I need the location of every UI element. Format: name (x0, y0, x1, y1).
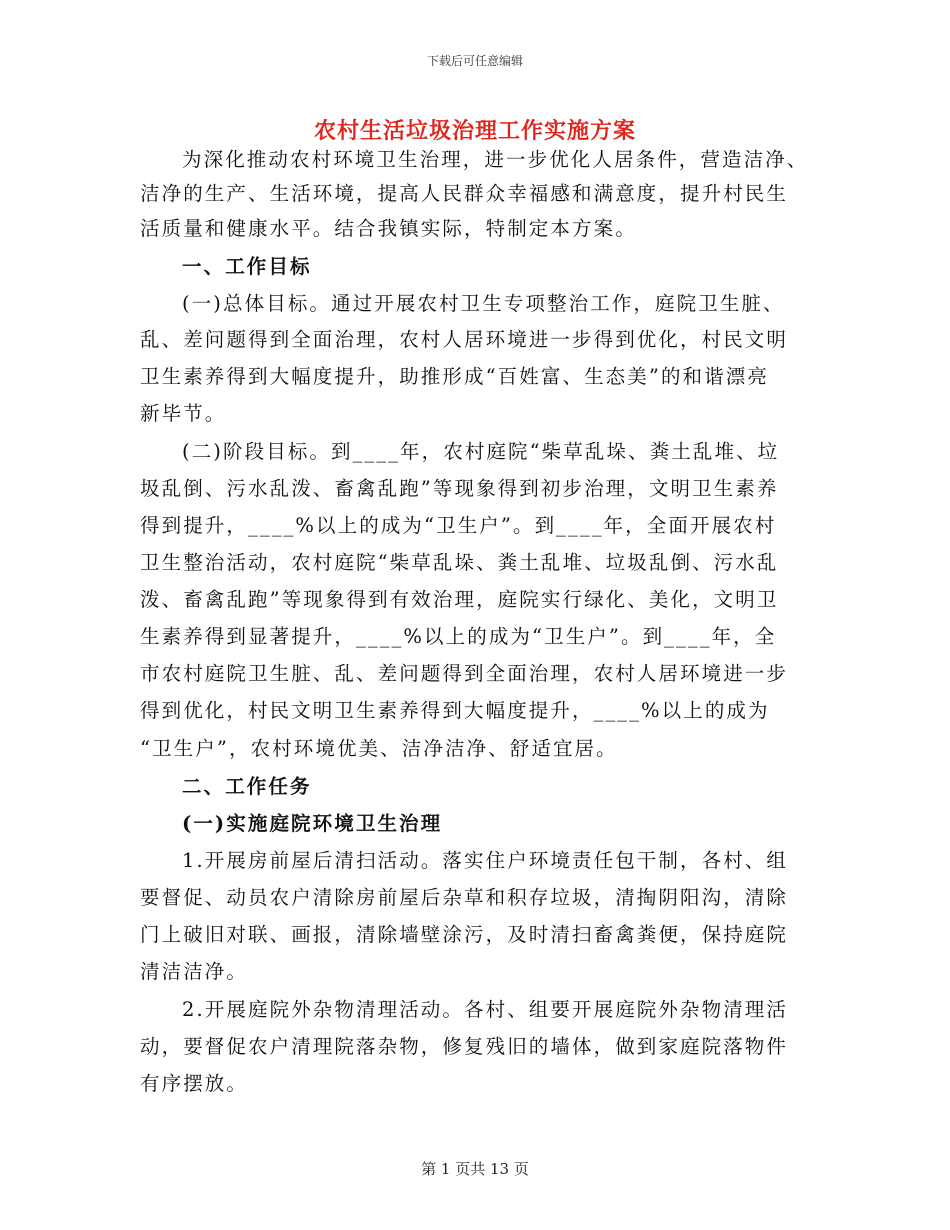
paragraph-line: (二)阶段目标。到____年，农村庭院“柴草乱垛、粪土乱堆、垃 (182, 440, 780, 463)
paragraph-line: 乱、差问题得到全面治理，农村人居环境进一步得到优化，村民文明 (140, 328, 789, 351)
paragraph-line: 2.开展庭院外杂物清理活动。各村、组要开展庭院外杂物清理活 (182, 998, 789, 1021)
paragraph-line: 洁净的生产、生活环境，提高人民群众幸福感和满意度，提升村民生 (140, 182, 789, 205)
paragraph-line: 卫生素养得到大幅度提升，助推形成“百姓富、生态美”的和谐漂亮 (140, 365, 769, 388)
document-title: 农村生活垃圾治理工作实施方案 (313, 118, 636, 144)
paragraph-line: 生素养得到显著提升，____%以上的成为“卫生户”。到____年，全 (140, 625, 777, 648)
paragraph-line: 活质量和健康水平。结合我镇实际，特制定本方案。 (140, 217, 637, 240)
paragraph-line: “卫生户”，农村环境优美、洁净洁净、舒适宜居。 (140, 737, 618, 760)
paragraph-line: 要督促、动员农户清除房前屋后杂草和积存垃圾，清掏阴阳沟，清除 (140, 886, 789, 909)
paragraph-line: 得到优化，村民文明卫生素养得到大幅度提升，____%以上的成为 (140, 699, 770, 722)
page-footer: 第 1 页共 13 页 (421, 1160, 529, 1178)
section-heading: 二、工作任务 (182, 775, 312, 798)
paragraph-line: 新毕节。 (140, 402, 227, 425)
paragraph-line: 1.开展房前屋后清扫活动。落实住户环境责任包干制，各村、组 (182, 849, 789, 872)
paragraph-line: 市农村庭院卫生脏、乱、差问题得到全面治理，农村人居环境进一步 (140, 662, 789, 685)
paragraph-line: 为深化推动农村环境卫生治理，进一步优化人居条件，营造洁净、 (182, 148, 809, 171)
paragraph-line: (一)总体目标。通过开展农村卫生专项整治工作，庭院卫生脏、 (182, 292, 785, 315)
paragraph-line: 有序摆放。 (140, 1072, 249, 1095)
paragraph-line: 圾乱倒、污水乱泼、畜禽乱跑”等现象得到初步治理，文明卫生素养 (140, 477, 779, 500)
paragraph-line: 卫生整治活动，农村庭院“柴草乱垛、粪土乱堆、垃圾乱倒、污水乱 (140, 551, 779, 574)
paragraph-line: 得到提升，____%以上的成为“卫生户”。到____年，全面开展农村 (140, 514, 777, 537)
paragraph-line: 泼、畜禽乱跑”等现象得到有效治理，庭院实行绿化、美化，文明卫 (140, 588, 779, 611)
paragraph-line: 清洁洁净。 (140, 960, 249, 983)
page-header-note: 下载后可任意编辑 (426, 54, 523, 68)
paragraph-line: 动，要督促农户清理院落杂物，修复残旧的墙体，做到家庭院落物件 (140, 1035, 789, 1058)
section-heading: (一)实施庭院环境卫生治理 (182, 812, 443, 835)
paragraph-line: 门上破旧对联、画报，清除墙壁涂污，及时清扫畜禽粪便，保持庭院 (140, 923, 789, 946)
section-heading: 一、工作目标 (182, 255, 312, 278)
